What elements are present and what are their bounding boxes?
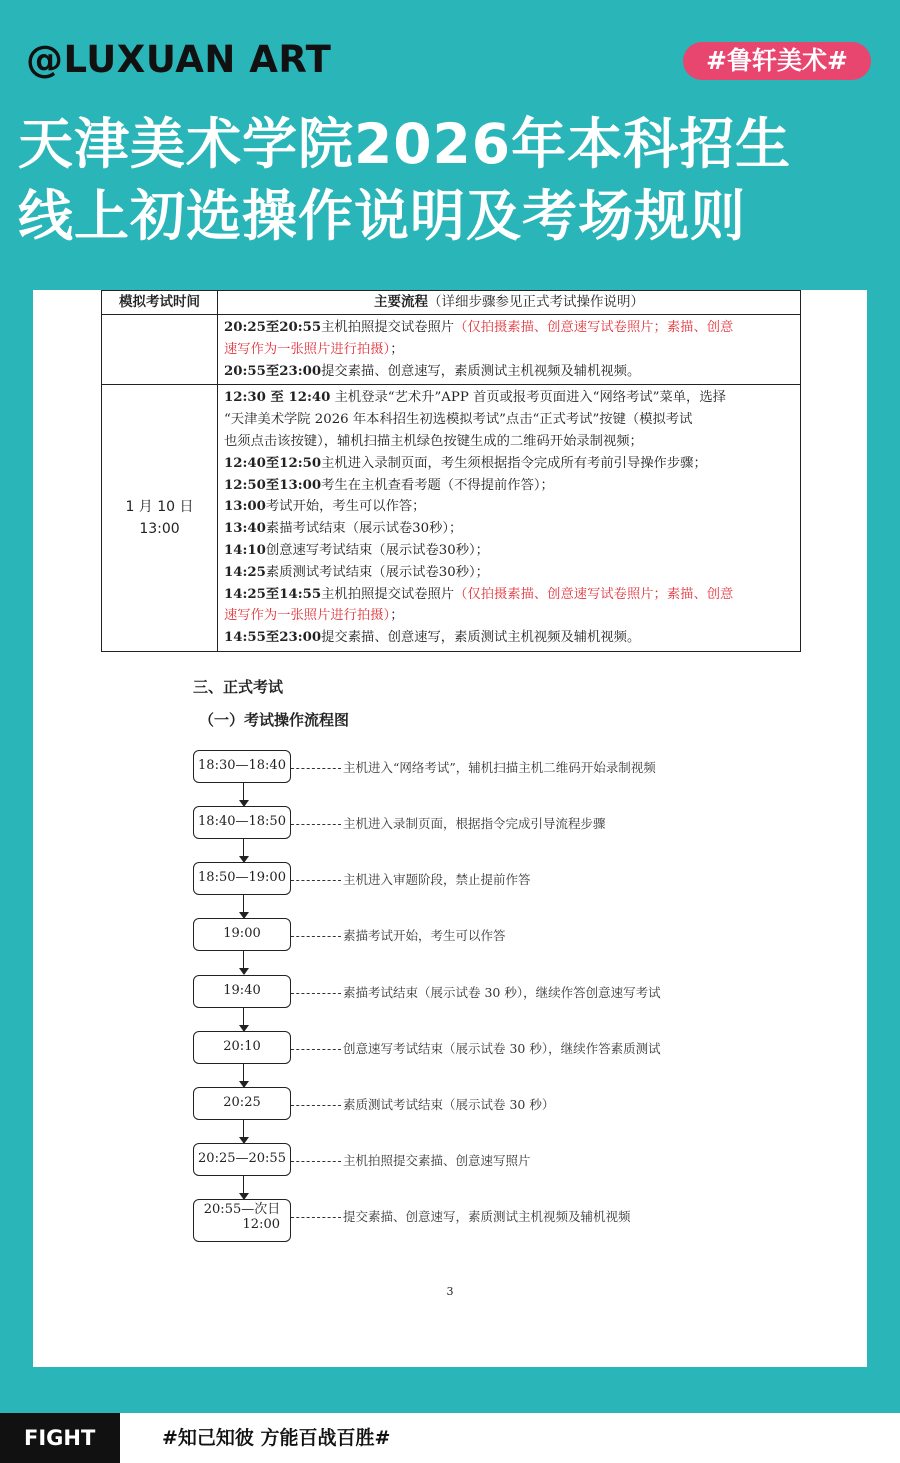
- flow-step-box: 20:25—20:55: [193, 1143, 291, 1176]
- table-header-note: （详细步骤参见正式考试操作说明）: [428, 294, 644, 310]
- section-subheading: （一）考试操作流程图: [199, 711, 350, 729]
- flow-step-desc: 创意速写考试结束（展示试卷 30 秒），继续作答素质测试: [291, 1039, 661, 1057]
- row2-time-cell: 1 月 10 日 13:00: [102, 385, 218, 652]
- section-heading: 三、正式考试: [193, 678, 284, 696]
- mock-exam-schedule-table: [101, 290, 801, 652]
- hashtag-badge: #鲁轩美术#: [683, 42, 871, 80]
- list-item: “天津美术学院 2026 年本科招生初选模拟考试”点击“正式考试”按键（模拟考试: [224, 412, 693, 428]
- table-row: [102, 315, 801, 385]
- footer-slogan: #知己知彼 方能百战百胜#: [162, 1427, 391, 1449]
- flow-step-box: 20:55—次日 12:00: [193, 1199, 291, 1242]
- document-page: [33, 290, 867, 1367]
- list-item: 12:30 至 12:40 主机登录“艺术升”APP 首页或报考页面进入“网络考试”菜单，选择: [224, 390, 726, 406]
- flow-step-box: 19:40: [193, 975, 291, 1008]
- flow-step-box: 18:30—18:40: [193, 750, 291, 783]
- flow-step-box: 20:25: [193, 1087, 291, 1120]
- flow-step-box: 20:10: [193, 1031, 291, 1064]
- flow-step-desc: 主机拍照提交素描、创意速写照片: [291, 1151, 531, 1169]
- row2-steps-cell: [218, 385, 801, 652]
- flow-arrow: [243, 1176, 244, 1198]
- page-title-line1: 天津美术学院2026年本科招生: [18, 112, 792, 176]
- list-item: 速写作为一张照片进行拍摄）；: [224, 608, 404, 624]
- flow-step-desc: 主机进入“网络考试”，辅机扫描主机二维码开始录制视频: [291, 758, 656, 776]
- flow-step-desc: 素描考试结束（展示试卷 30 秒），继续作答创意速写考试: [291, 983, 661, 1001]
- list-item: 14:10创意速写考试结束（展示试卷30秒）；: [224, 542, 489, 558]
- flow-step-box: 18:50—19:00: [193, 862, 291, 895]
- list-item: 14:25素质测试考试结束（展示试卷30秒）；: [224, 564, 489, 580]
- list-item: 13:40素描考试结束（展示试卷30秒）；: [224, 521, 463, 537]
- brand-label: @LUXUAN ART: [26, 38, 332, 81]
- flow-step-desc: 主机进入审题阶段，禁止提前作答: [291, 870, 531, 888]
- list-item: 速写作为一张照片进行拍摄）；: [224, 341, 404, 357]
- flow-step-desc: 主机进入录制页面，根据指令完成引导流程步骤: [291, 814, 606, 832]
- flow-arrow: [243, 951, 244, 973]
- footer-fight-label: FIGHT: [0, 1413, 120, 1463]
- table-header-time: 模拟考试时间: [102, 291, 218, 315]
- flow-step-box: 18:40—18:50: [193, 806, 291, 839]
- flow-arrow: [243, 839, 244, 861]
- flow-arrow: [243, 1120, 244, 1142]
- table-row: [102, 385, 801, 652]
- page-title-line2: 线上初选操作说明及考场规则: [18, 184, 747, 248]
- table-header-process: 主要流程（详细步骤参见正式考试操作说明）: [218, 291, 801, 315]
- list-item: 20:55至23:00提交素描、创意速写，素质测试主机视频及辅机视频。: [224, 363, 641, 379]
- flow-step-desc: 素质测试考试结束（展示试卷 30 秒）: [291, 1095, 554, 1113]
- table-header-row: [102, 291, 801, 315]
- footer-bar: [0, 1413, 900, 1463]
- list-item: 14:25至14:55主机拍照提交试卷照片（仅拍摄素描、创意速写试卷照片；素描、创意: [224, 586, 734, 602]
- row1-steps-cell: [218, 315, 801, 385]
- flow-arrow: [243, 1064, 244, 1086]
- flow-arrow: [243, 1008, 244, 1030]
- list-item: 12:50至13:00考生在主机查看考题（不得提前作答）；: [224, 477, 554, 493]
- flow-step-desc: 提交素描、创意速写，素质测试主机视频及辅机视频: [291, 1207, 631, 1225]
- list-item: 20:25至20:55主机拍照提交试卷照片（仅拍摄素描、创意速写试卷照片；素描、创意: [224, 320, 734, 335]
- row1-time-cell: [102, 315, 218, 385]
- list-item: 也须点击该按键），辅机扫描主机绿色按键生成的二维码开始录制视频；: [224, 433, 643, 449]
- list-item: 12:40至12:50主机进入录制页面，考生须根据指令完成所有考前引导操作步骤；: [224, 455, 707, 471]
- flow-step-desc: 素描考试开始，考生可以作答: [291, 926, 506, 944]
- flow-arrow: [243, 783, 244, 805]
- list-item: 13:00考试开始，考生可以作答；: [224, 499, 426, 515]
- flow-step-box: 19:00: [193, 918, 291, 951]
- page-number: 3: [446, 1285, 454, 1298]
- flow-arrow: [243, 895, 244, 917]
- list-item: 14:55至23:00提交素描、创意速写，素质测试主机视频及辅机视频。: [224, 630, 641, 646]
